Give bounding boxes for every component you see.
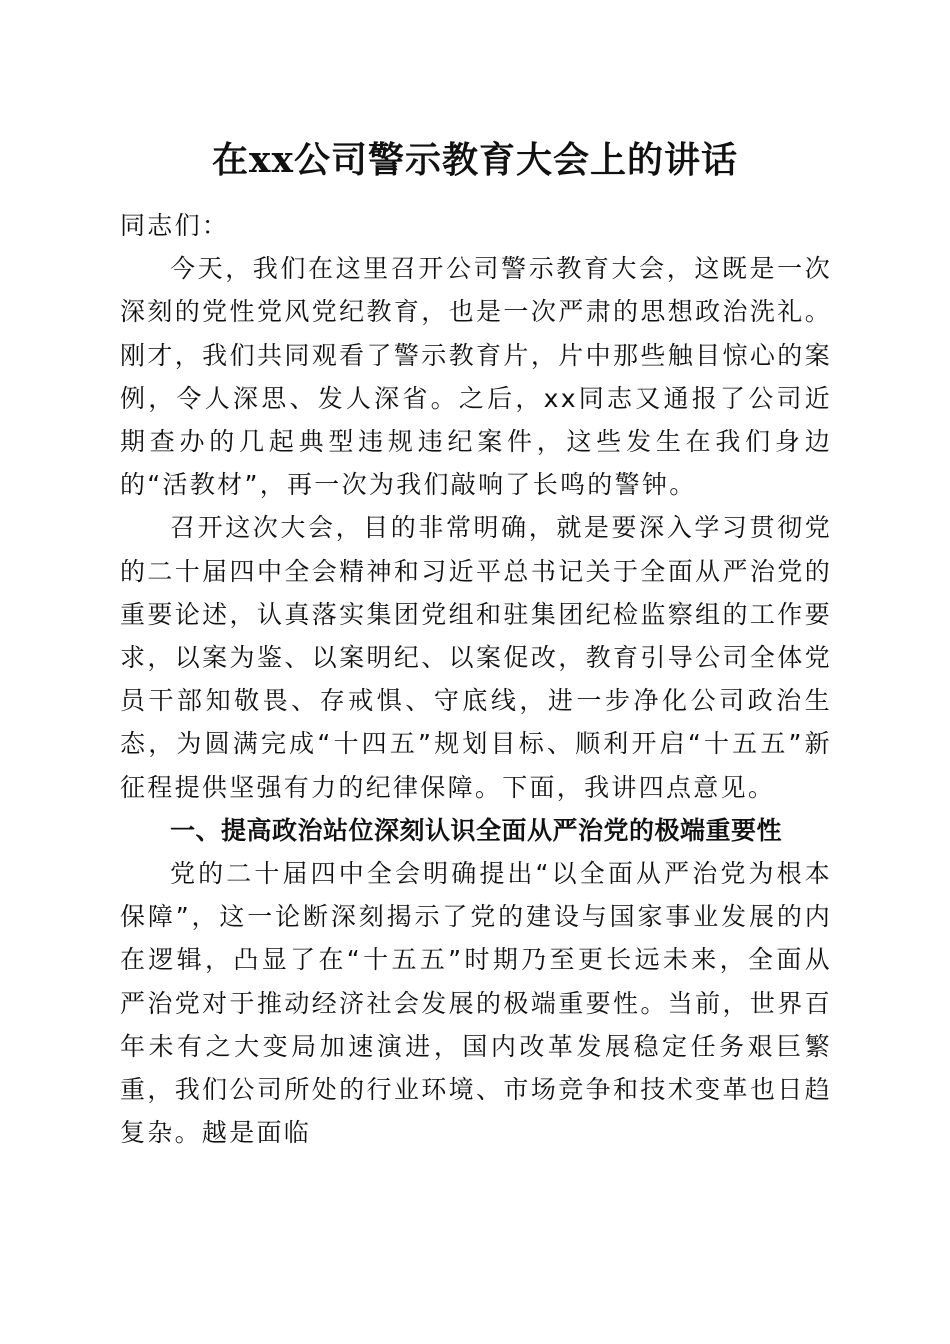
paragraph-purpose: 召开这次大会，目的非常明确，就是要深入学习贯彻党的二十届四中全会精神和习近平总书记关于全面从严治党的重要论述，认真落实集团党组和驻集团纪检监察组的工作要求，以案为鉴、以案明纪、以案促改，教育引导公司全体党员干部知敬畏、存戒惧、守底线，进一步净化公司政治生态，为圆满完成“十四五”规划目标、顺利开启“十五五”新征程提供坚强有力的纪律保障。下面，我讲四点意见。 (120, 513, 832, 802)
paragraph-opening: 今天，我们在这里召开公司警示教育大会，这既是一次深刻的党性党风党纪教育，也是一次严肃的思想政治洗礼。刚才，我们共同观看了警示教育片，片中那些触目惊心的案例，令人深思、发人深省。之后，xx同志又通报了公司近期查办的几起典型违规违纪案件，这些发生在我们身边的“活教材”，再一次为我们敲响了长鸣的警钟。 (120, 254, 832, 500)
document-body (120, 204, 832, 1154)
salutation: 同志们： (120, 211, 230, 240)
paragraph-section-one: 党的二十届四中全会明确提出“以全面从严治党为根本保障”，这一论断深刻揭示了党的建设与国家事业发展的内在逻辑，凸显了在“十五五”时期乃至更长远未来，全面从严治党对于推动经济社会发展的极端重要性。当前，世界百年未有之大变局加速演进，国内改革发展稳定任务艰巨繁重，我们公司所处的行业环境、市场竞争和技术变革也日趋复杂。越是面临 (120, 859, 832, 1148)
section-heading: 一、提高政治站位深刻认识全面从严治党的极端重要性 (170, 815, 783, 845)
document-title: 在xx公司警示教育大会上的讲话 (212, 139, 738, 181)
